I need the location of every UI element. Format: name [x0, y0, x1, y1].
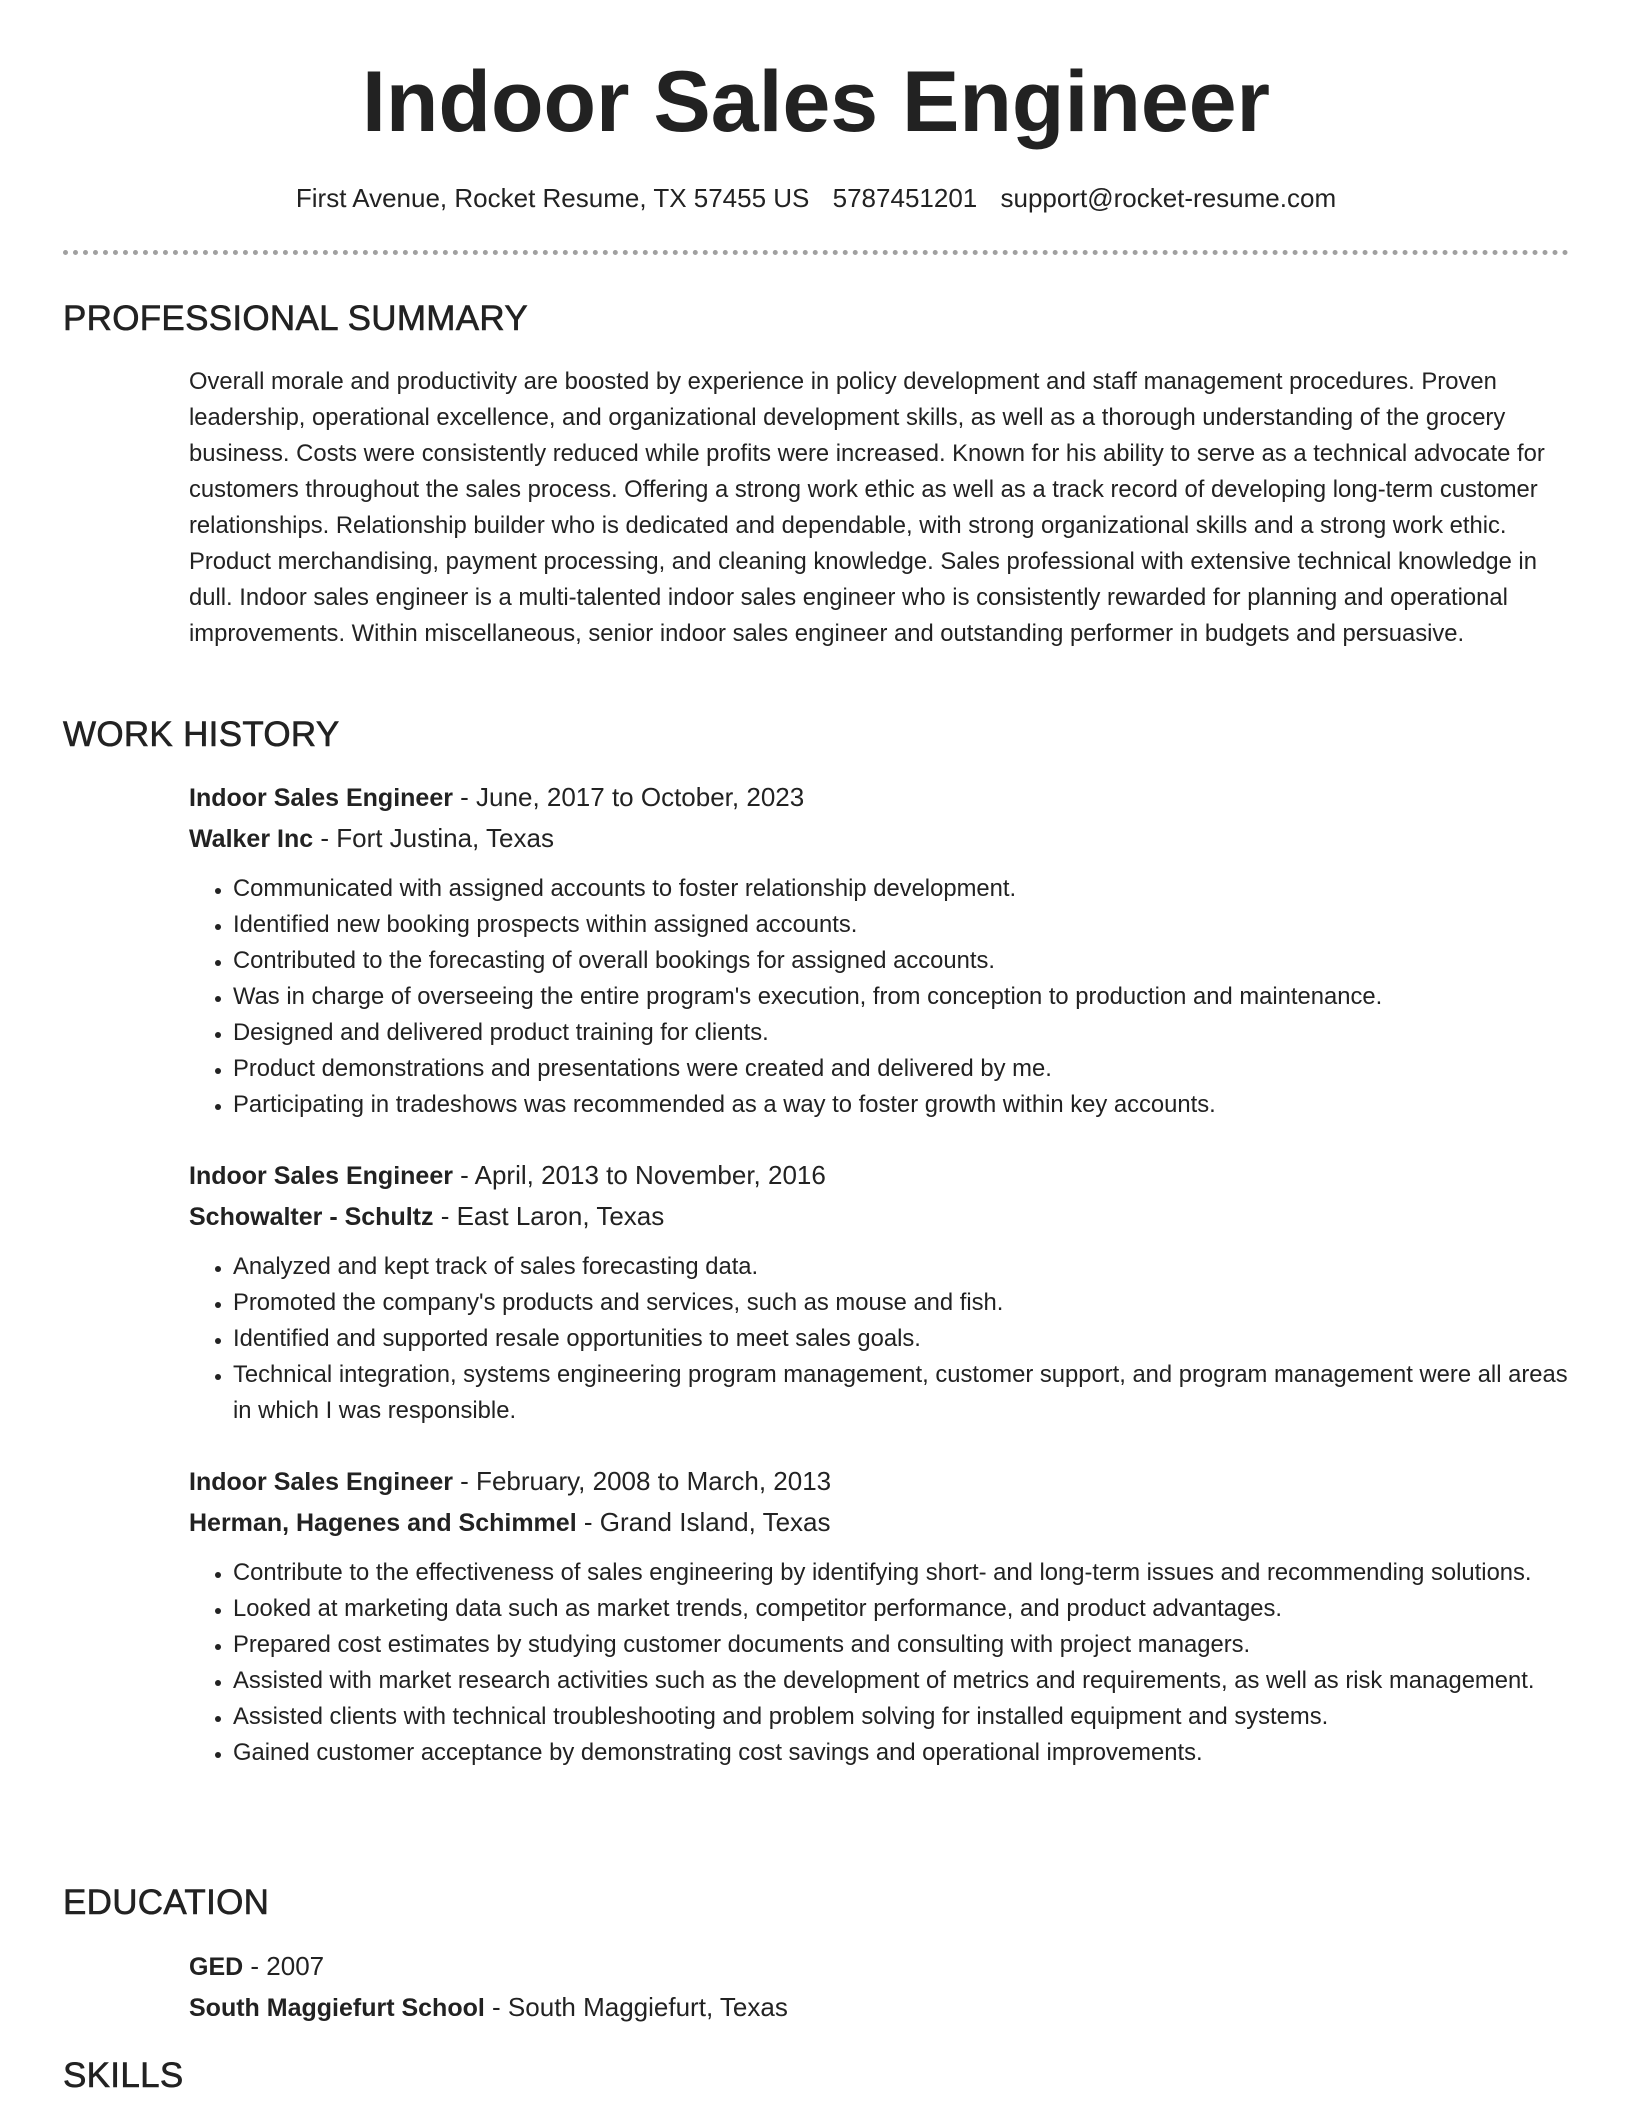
list-item: • Assisted with market research activities such as the development of metrics and requirements, as well as risk management. — [233, 1663, 1569, 1699]
list-item: • Designed and delivered product training for clients. — [233, 1015, 1569, 1051]
list-item: • Promoted the company's products and services, such as mouse and fish. — [233, 1285, 1569, 1321]
job-title: Indoor Sales Engineer — [189, 784, 453, 812]
summary-text: Overall morale and productivity are boosted by experience in policy development and staff management procedures. Proven leadership, operational excellence, and organizational development skills, as well as a thorough understanding of the grocery business. Costs were consistently reduced while profits were increased. Known for his ability to serve as a technical advocate for customers throughout the sales process. Offering a strong work ethic as well as a track record of developing long-term customer relationships. Relationship builder who is dedicated and dependable, with strong organizational skills and a strong work ethic. Product merchandising, payment processing, and cleaning knowledge. Sales professional with extensive technical knowledge in dull. Indoor sales engineer is a multi-talented indoor sales engineer who is consistently rewarded for planning and operational improvements. Within miscellaneous, senior indoor sales engineer and outstanding performer in budgets and persuasive. — [189, 368, 1545, 647]
list-item: • Communicated with assigned accounts to foster relationship development. — [233, 871, 1569, 907]
job-location: - East Laron, Texas — [433, 1201, 665, 1231]
list-item: • Identified and supported resale opportunities to meet sales goals. — [233, 1321, 1569, 1357]
list-item: • Assisted clients with technical troubleshooting and problem solving for installed equipment and systems. — [233, 1699, 1569, 1735]
section-heading-work-history: WORK HISTORY — [63, 715, 340, 754]
list-item: • Was in charge of overseeing the entire program's execution, from conception to production and maintenance. — [233, 979, 1569, 1015]
job-duties-list — [189, 1555, 1569, 1771]
job-duties-list — [189, 871, 1569, 1123]
contact-info — [0, 180, 1632, 216]
education-year: - 2007 — [243, 1951, 325, 1981]
job-company: Herman, Hagenes and Schimmel — [189, 1509, 577, 1537]
list-item: • Gained customer acceptance by demonstrating cost savings and operational improvements. — [233, 1735, 1569, 1771]
list-item: • Identified new booking prospects within assigned accounts. — [233, 907, 1569, 943]
job-company-line — [189, 1196, 1569, 1237]
job-entry-1 — [189, 777, 1569, 1123]
section-heading-skills: SKILLS — [63, 2056, 184, 2095]
job-company-line — [189, 818, 1569, 859]
list-item: • Looked at marketing data such as market trends, competitor performance, and product advantages. — [233, 1591, 1569, 1627]
section-heading-education: EDUCATION — [63, 1883, 270, 1922]
job-title-line — [189, 1155, 1569, 1196]
list-item: • Participating in tradeshows was recommended as a way to foster growth within key accounts. — [233, 1087, 1569, 1123]
list-item: • Contributed to the forecasting of overall bookings for assigned accounts. — [233, 943, 1569, 979]
job-title: Indoor Sales Engineer — [189, 1468, 453, 1496]
list-item: • Contribute to the effectiveness of sales engineering by identifying short- and long-term issues and recommending solutions. — [233, 1555, 1569, 1591]
header-divider — [63, 250, 1569, 255]
education-entry — [189, 1946, 1569, 2028]
list-item: • Product demonstrations and presentations were created and delivered by me. — [233, 1051, 1569, 1087]
resume-name: Indoor Sales Engineer — [362, 54, 1270, 150]
contact-address: First Avenue, Rocket Resume, TX 57455 US — [295, 183, 810, 213]
job-title-line — [189, 1461, 1569, 1502]
education-degree-line — [189, 1946, 1569, 1987]
job-company: Schowalter - Schultz — [189, 1203, 434, 1231]
list-item: • Analyzed and kept track of sales forecasting data. — [233, 1249, 1569, 1285]
job-title: Indoor Sales Engineer — [189, 1162, 453, 1190]
job-company-line — [189, 1502, 1569, 1543]
job-title-line — [189, 777, 1569, 818]
section-heading-summary: PROFESSIONAL SUMMARY — [63, 299, 528, 338]
contact-phone: 5787451201 — [832, 183, 978, 213]
job-entry-2 — [189, 1155, 1569, 1429]
list-item: • Technical integration, systems engineering program management, customer support, and program management were all areas in which I was responsible. — [233, 1357, 1569, 1429]
contact-email: support@rocket-resume.com — [1000, 183, 1337, 213]
list-item: • Prepared cost estimates by studying customer documents and consulting with project managers. — [233, 1627, 1569, 1663]
job-location: - Grand Island, Texas — [576, 1507, 831, 1537]
job-entry-3 — [189, 1461, 1569, 1771]
job-dates: - February, 2008 to March, 2013 — [452, 1466, 832, 1496]
education-school-line — [189, 1987, 1569, 2028]
job-company: Walker Inc — [189, 825, 314, 853]
education-school: South Maggiefurt School — [189, 1994, 485, 2022]
job-dates: - June, 2017 to October, 2023 — [452, 782, 805, 812]
job-duties-list — [189, 1249, 1569, 1429]
education-degree: GED — [189, 1953, 244, 1981]
job-location: - Fort Justina, Texas — [313, 823, 554, 853]
job-dates: - April, 2013 to November, 2016 — [452, 1160, 826, 1190]
education-location: - South Maggiefurt, Texas — [484, 1992, 788, 2022]
